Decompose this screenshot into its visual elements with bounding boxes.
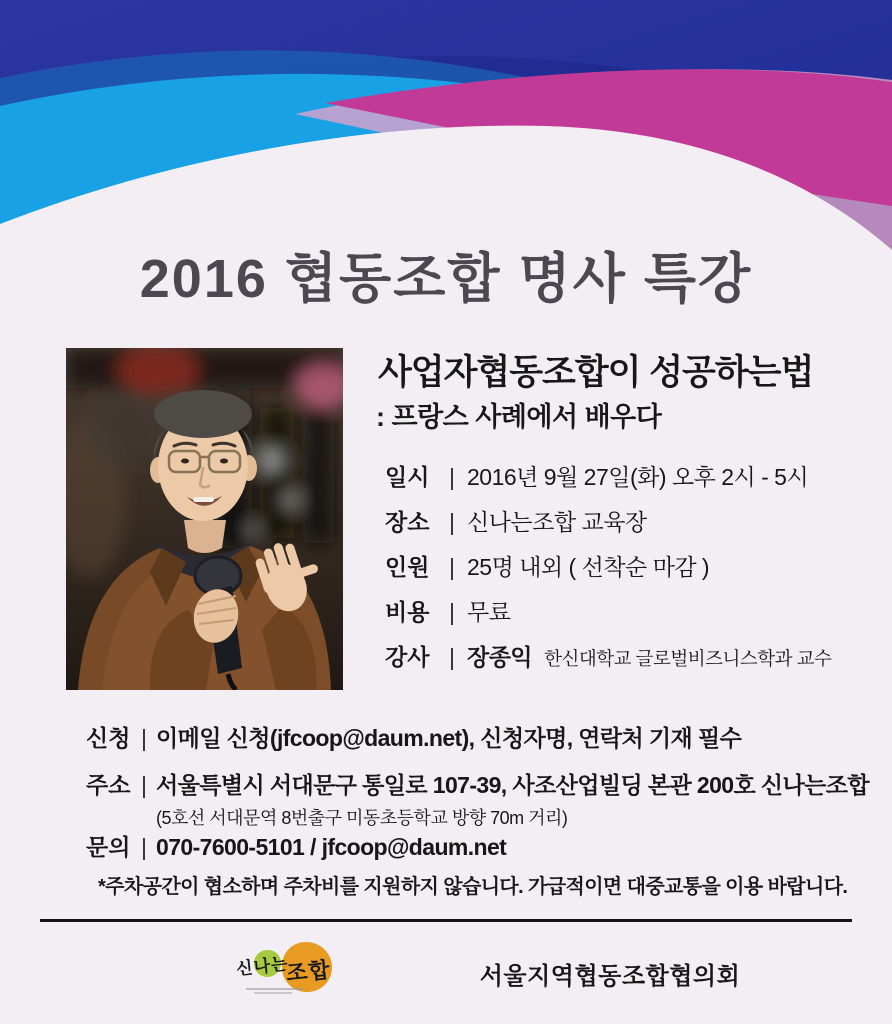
- detail-value: 무료: [467, 599, 511, 625]
- info-value: 070-7600-5101 / jfcoop@daum.net: [156, 834, 507, 860]
- address-note: (5호선 서대문역 8번출구 미동초등학교 방향 70m 거리): [156, 808, 568, 828]
- lecture-subtitle: : 프랑스 사례에서 배우다: [376, 402, 662, 432]
- separator: |: [141, 834, 147, 860]
- lecture-title: 사업자협동조합이 성공하는법: [378, 353, 814, 392]
- logo-text-shinnaneun: 신나는: [235, 954, 290, 979]
- info-label: 주소: [86, 772, 131, 798]
- detail-label: 비용: [385, 599, 430, 625]
- detail-label: 인원: [385, 554, 430, 580]
- lecturer-affiliation: 한신대학교 글로벌비즈니스학과 교수: [544, 648, 832, 669]
- header-wave-graphic: [0, 0, 892, 262]
- poster-title: 2016 협동조합 명사 특강: [139, 249, 753, 309]
- detail-label: 일시: [385, 464, 430, 490]
- org-name: 서울지역협동조합협의회: [479, 963, 741, 990]
- lecturer-name: 장종익: [467, 644, 533, 670]
- separator: |: [449, 554, 455, 580]
- detail-row-fee: [385, 601, 831, 624]
- detail-label: 장소: [385, 509, 430, 535]
- apply-row: [86, 726, 741, 750]
- address-row: [86, 773, 869, 797]
- info-value: 서울특별시 서대문구 통일로 107-39, 사조산업빌딩 본관 200호 신나는조합: [156, 772, 869, 798]
- separator: |: [141, 772, 147, 798]
- detail-label: 강사: [385, 644, 430, 670]
- parking-note: *주차공간이 협소하며 주차비를 지원하지 않습니다. 가급적이면 대중교통을 이용 바랍니다.: [98, 876, 848, 898]
- info-label: 문의: [86, 834, 131, 860]
- detail-value: 신나는조합 교육장: [467, 509, 647, 535]
- separator: |: [449, 599, 455, 625]
- separator: |: [449, 644, 455, 670]
- detail-value: 25명 내외 ( 선착순 마감 ): [467, 554, 710, 580]
- contact-row: [86, 835, 506, 859]
- info-label: 신청: [86, 725, 131, 751]
- logo-tagline: [246, 988, 306, 995]
- logo-text-johap: 조합: [285, 957, 332, 986]
- detail-row-datetime: [385, 466, 831, 489]
- separator: |: [449, 464, 455, 490]
- footer-divider: [40, 919, 852, 922]
- separator: |: [449, 509, 455, 535]
- coop-logo: [235, 936, 360, 1008]
- info-value: 이메일 신청(jfcoop@daum.net), 신청자명, 연락처 기재 필수: [156, 725, 742, 751]
- separator: |: [141, 725, 147, 751]
- lecture-details: [385, 466, 831, 692]
- speaker-photo: [66, 348, 343, 690]
- detail-value: 2016년 9월 27일(화) 오후 2시 - 5시: [467, 464, 809, 490]
- detail-row-capacity: [385, 556, 831, 579]
- detail-row-place: [385, 511, 831, 534]
- detail-row-lecturer: [385, 646, 831, 670]
